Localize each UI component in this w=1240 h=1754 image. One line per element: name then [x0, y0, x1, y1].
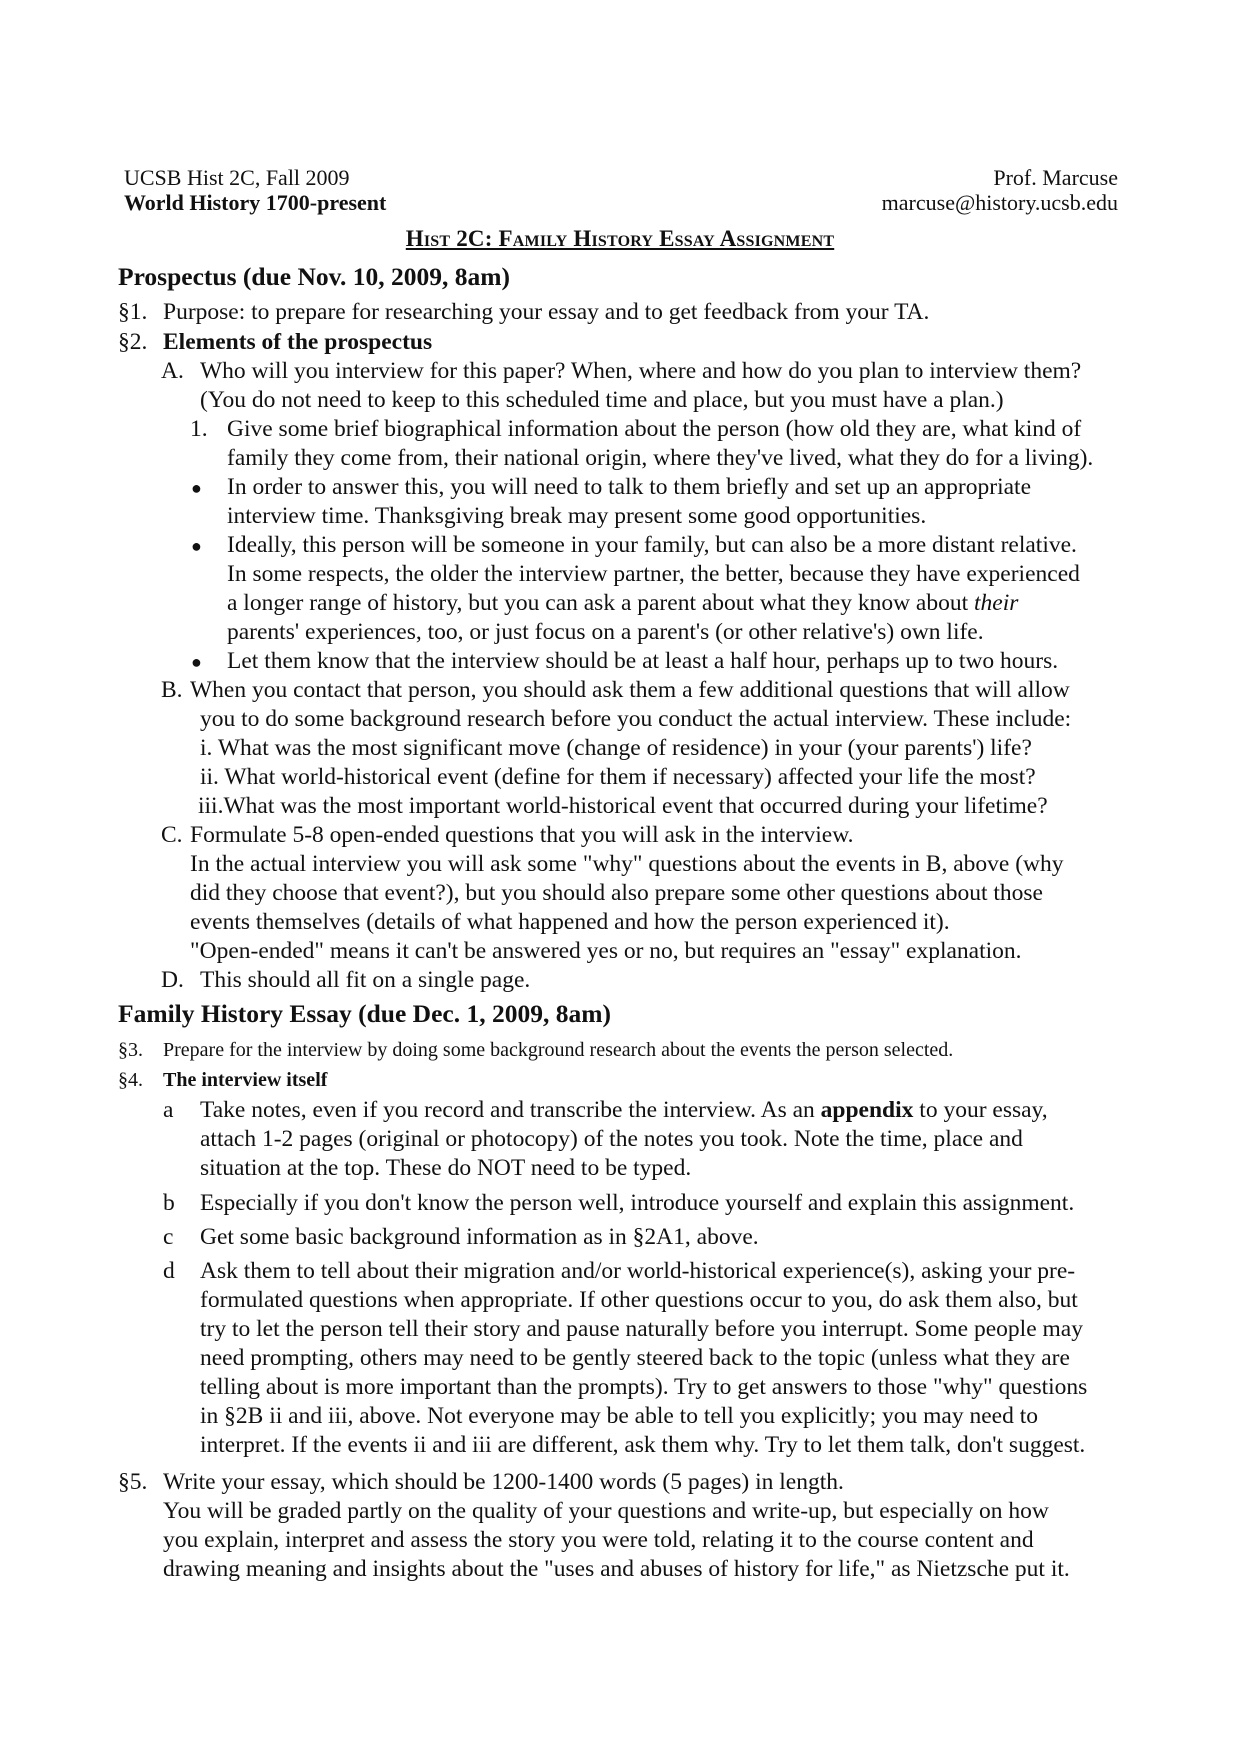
- bullet-icon: ●: [191, 478, 202, 498]
- bullet-icon: ●: [191, 536, 202, 556]
- instructor-name: Prof. Marcuse: [993, 165, 1118, 190]
- bullet-2-line: In some respects, the older the interview partner, the better, because they have experienced: [227, 561, 1080, 587]
- item-c-line: In the actual interview you will ask some "why" questions about the events in B, above (why: [190, 851, 1064, 877]
- item-b-lower-line: Especially if you don't know the person well, introduce yourself and explain this assignment.: [200, 1190, 1075, 1216]
- item-c-line: did they choose that event?), but you should also prepare some other questions about those: [190, 880, 1043, 906]
- item-d-lower-line: interpret. If the events ii and iii are different, ask them why. Try to let them talk, don't suggest.: [200, 1432, 1086, 1458]
- item-d-lower-line: formulated questions when appropriate. If other questions occur to you, do ask them also, but: [200, 1287, 1078, 1313]
- item-d-lower-label: d: [163, 1258, 175, 1284]
- document-title: Hist 2C: Family History Essay Assignment: [405, 226, 835, 251]
- section-3-text: Prepare for the interview by doing some background research about the events the person selected.: [163, 1039, 954, 1061]
- section-5-line: You will be graded partly on the quality of your questions and write-up, but especially on how: [163, 1498, 1049, 1524]
- bullet-1-line: interview time. Thanksgiving break may present some good opportunities.: [227, 503, 927, 529]
- section-1-text: Purpose: to prepare for researching your essay and to get feedback from your TA.: [163, 299, 930, 325]
- item-a-label: A.: [161, 358, 184, 384]
- section-4-number: §4.: [118, 1069, 143, 1091]
- item-d-lower-line: need prompting, others may need to be gently steered back to the topic (unless what they are: [200, 1345, 1070, 1371]
- item-d-lower-line: telling about is more important than the prompts). Try to get answers to those "why" questions: [200, 1374, 1088, 1400]
- item-b-line: When you contact that person, you should ask them a few additional questions that will allow: [190, 677, 1070, 703]
- appendix-emphasis: appendix: [820, 1097, 914, 1123]
- section-2-heading: Elements of the prospectus: [163, 329, 433, 355]
- item-b-question: iii.What was the most important world-historical event that occurred during your lifetime?: [198, 793, 1048, 819]
- item-a-lower-label: a: [163, 1097, 174, 1123]
- item-a-lower-line: attach 1-2 pages (original or photocopy) of the notes you took. Note the time, place and: [200, 1126, 1023, 1152]
- course-line: UCSB Hist 2C, Fall 2009: [124, 165, 350, 190]
- bullet-icon: ●: [191, 652, 202, 672]
- bullet-1-line: In order to answer this, you will need to talk to them briefly and set up an appropriate: [227, 474, 1032, 500]
- item-b-label: B.: [161, 677, 183, 703]
- section-2-number: §2.: [118, 329, 148, 355]
- emphasis-their: their: [974, 590, 1019, 616]
- section-5-line: Write your essay, which should be 1200-1400 words (5 pages) in length.: [163, 1469, 844, 1495]
- bullet-3-line: Let them know that the interview should be at least a half hour, perhaps up to two hours.: [227, 648, 1059, 674]
- item-a-line: (You do not need to keep to this scheduled time and place, but you must have a plan.): [200, 387, 1004, 413]
- item-a-line: Who will you interview for this paper? When, where and how do you plan to interview them?: [200, 358, 1082, 384]
- essay-heading: Family History Essay (due Dec. 1, 2009, 8am): [118, 999, 611, 1028]
- item-b-line: you to do some background research before you conduct the actual interview. These include:: [200, 706, 1072, 732]
- item-d-label: D.: [161, 967, 184, 993]
- bullet-2-line-text: a longer range of history, but you can ask a parent about what they know about: [227, 590, 974, 616]
- item-c-lower-label: c: [163, 1224, 174, 1250]
- section-5-line: you explain, interpret and assess the story you were told, relating it to the course content and: [163, 1527, 1034, 1553]
- item-a-lower-line: situation at the top. These do NOT need to be typed.: [200, 1155, 692, 1181]
- item-c-line: events themselves (details of what happened and how the person experienced it).: [190, 909, 950, 935]
- section-5-number: §5.: [118, 1469, 148, 1495]
- item-d-lower-line: in §2B ii and iii, above. Not everyone may be able to tell you explicitly; you may need to: [200, 1403, 1038, 1429]
- instructor-email: marcuse@history.ucsb.edu: [881, 190, 1118, 215]
- item-a-lower-line: [200, 1096, 1048, 1124]
- item-a-lower-text: to your essay,: [913, 1097, 1048, 1123]
- item-b-lower-label: b: [163, 1190, 175, 1216]
- item-c-line: Formulate 5-8 open-ended questions that you will ask in the interview.: [190, 822, 854, 848]
- section-1-number: §1.: [118, 299, 148, 325]
- item-d-lower-line: Ask them to tell about their migration and/or world-historical experience(s), asking your pre-: [200, 1258, 1076, 1284]
- item-a1-label: 1.: [190, 416, 208, 442]
- item-b-question: ii. What world-historical event (define for them if necessary) affected your life the most?: [200, 764, 1036, 790]
- section-3-number: §3.: [118, 1039, 143, 1061]
- bullet-2-line: parents' experiences, too, or just focus on a parent's (or other relative's) own life.: [227, 619, 984, 645]
- item-c-lower-line: Get some basic background information as in §2A1, above.: [200, 1224, 759, 1250]
- item-c-label: C.: [161, 822, 183, 848]
- item-b-question: i. What was the most significant move (change of residence) in your (your parents') life?: [200, 735, 1032, 761]
- course-title: World History 1700-present: [124, 190, 387, 215]
- item-a1-line: Give some brief biographical information about the person (how old they are, what kind of: [227, 416, 1082, 442]
- bullet-2-line: [227, 589, 1018, 617]
- section-4-heading: The interview itself: [163, 1069, 328, 1091]
- item-d-line: This should all fit on a single page.: [200, 967, 531, 993]
- bullet-2-line: Ideally, this person will be someone in your family, but can also be a more distant relative.: [227, 532, 1077, 558]
- prospectus-heading: Prospectus (due Nov. 10, 2009, 8am): [118, 262, 510, 291]
- section-5-line: drawing meaning and insights about the "uses and abuses of history for life," as Nietzsche put it.: [163, 1556, 1070, 1582]
- item-a1-line: family they come from, their national origin, where they've lived, what they do for a living).: [227, 445, 1094, 471]
- item-d-lower-line: try to let the person tell their story and pause naturally before you interrupt. Some people may: [200, 1316, 1083, 1342]
- item-c-line: "Open-ended" means it can't be answered yes or no, but requires an "essay" explanation.: [190, 938, 1022, 964]
- item-a-lower-text: Take notes, even if you record and transcribe the interview. As an: [200, 1097, 821, 1123]
